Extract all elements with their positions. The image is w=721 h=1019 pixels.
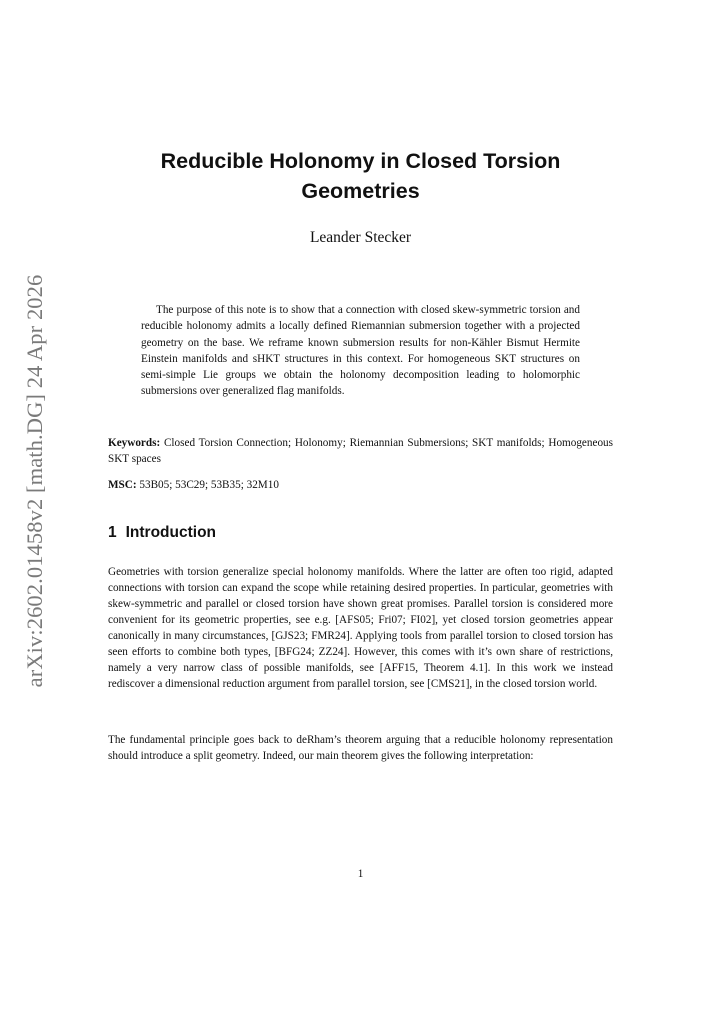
section-heading: [108, 523, 216, 543]
paper-author: Leander Stecker: [309, 229, 412, 246]
abstract-text: The purpose of this note is to show that a connection with closed skew-symmetric torsion and reducible holonomy admits a locally defined Riemannian submersion together with a projected geometry on the base. We reframe known submersion results for non-Kähler Bismut Hermite Einstein manifolds and sHKT structures in this context. For homogeneous SKT structures on semi-simple Lie groups we obtain the holonomy decomposition leading to holomorphic submersions over generalized flag manifolds.: [141, 304, 580, 398]
msc-block: [108, 477, 613, 493]
keywords-block: [108, 435, 613, 467]
msc-label: MSC:: [108, 479, 137, 491]
arxiv-identifier-stamp: arXiv:2602.01458v2 [math.DG] 24 Apr 2026: [22, 274, 47, 688]
msc-codes: 53B05; 53C29; 53B35; 32M10: [139, 479, 279, 491]
intro-paragraph-1: Geometries with torsion generalize special holonomy manifolds. Where the latter are often too rigid, adapted connections with torsion can expand the scope while retaining desired properties. In particular, geometries with skew-symmetric and parallel or closed torsion have shown great promises. Parallel torsion is considered more convenient for its geometric properties, see e.g. [AFS05; Fri07; FI02], yet closed torsion geometries appear canonically in many circumstances, [GJS23; FMR24]. Applying tools from parallel torsion to closed torsion has seen efforts to combine both types, [BFG24; ZZ24]. However, this comes with it’s own share of restrictions, namely a very narrow class of possible manifolds, see [AFF15, Theorem 4.1]. In this work we instead rediscover a dimensional reduction argument from parallel torsion, see [CMS21], in the closed torsion world.: [108, 566, 613, 690]
keywords-label: Keywords:: [108, 437, 161, 449]
intro-paragraph-2: The fundamental principle goes back to deRham’s theorem arguing that a reducible holonomy representation should introduce a split geometry. Indeed, our main theorem gives the following interpretation:: [108, 734, 613, 762]
page-number: 1: [357, 868, 364, 880]
keywords-text: Closed Torsion Connection; Holonomy; Riemannian Submersions; SKT manifolds; Homogeneous SKT spaces: [108, 437, 614, 465]
paper-title: Reducible Holonomy in Closed Torsion Geometries: [160, 149, 561, 203]
section-title: Introduction: [125, 524, 217, 541]
section-number: 1: [108, 524, 117, 541]
